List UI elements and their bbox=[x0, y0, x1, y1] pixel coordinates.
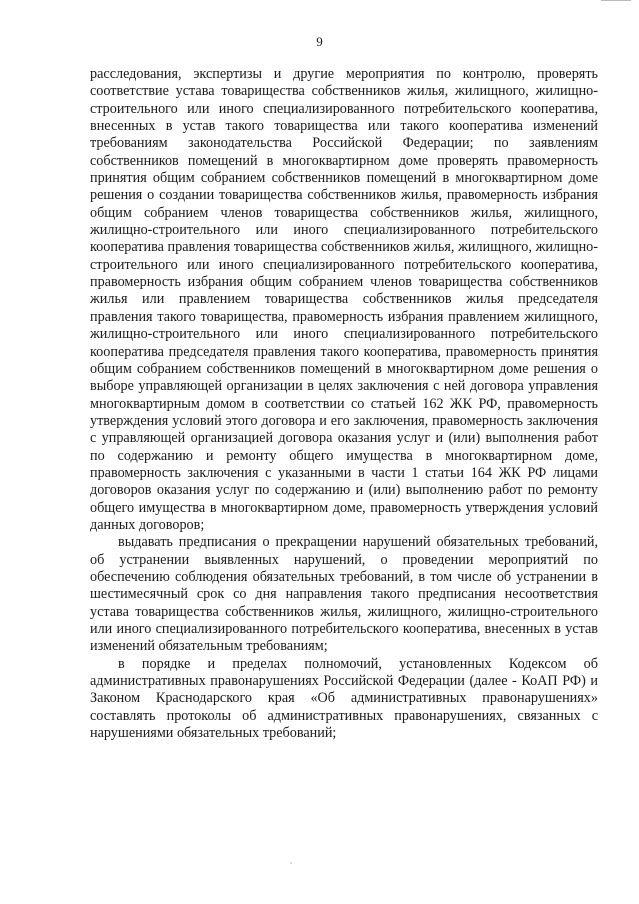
paragraph-investigation-powers: расследования, экспертизы и другие мероприятия по контролю, проверять соответствие устава товарищества собственников жилья, жилищного, жилищно-строительного или иного специализированного потребительского кооператива, внесенных в устав такого товарищества или такого кооператива изменений требованиям законодательства Российской Федерации; по заявлениям собственников помещений в многоквартирном доме проверять правомерность принятия общим собранием собственников помещений в многоквартирном доме решения о создании товарищества собственников жилья, правомерность избрания общим собранием членов товарищества собственников жилья, жилищного, жилищно-строительного или иного специализированного потребительского кооператива правления товарищества собственников жилья, жилищного, жилищно-строительного или иного специализированного потребительского кооператива, правомерность избрания общим собранием членов товарищества собственников жилья или правлением товарищества собственников жилья председателя правления такого товарищества, правомерность избрания правлением жилищного, жилищно-строительного или иного специализированного потребительского кооператива председателя правления такого кооператива, правомерность принятия общим собранием собственников помещений в многоквартирном доме решения о выборе управляющей организации в целях заключения с ней договора управления многоквартирным домом в соответствии со статьей 162 ЖК РФ, правомерность утверждения условий этого договора и его заключения, правомерность заключения с управляющей организацией договора оказания услуг и (или) выполнения работ по содержанию и ремонту общего имущества в многоквартирном доме, правомерность заключения с указанными в части 1 статьи 164 ЖК РФ лицами договоров оказания услуг по содержанию и (или) выполнению работ по ремонту общего имущества в многоквартирном доме, правомерность утверждения условий данных договоров; bbox=[90, 66, 598, 533]
page-number: 9 bbox=[316, 34, 323, 49]
scan-speck bbox=[290, 862, 292, 864]
scan-corner-mark bbox=[601, 0, 631, 5]
paragraph-issue-orders: выдавать предписания о прекращении нарушений обязательных требований, об устранении выявленных нарушений, о проведении мероприятий по обеспечению соблюдения обязательных требований, в том числе об устранении в шестимесячный срок со дня направления такого предписания несоответствия устава товарищества собственников жилья, жилищного, жилищно-строительного или иного специализированного потребительского кооператива, внесенных в устав изменений обязательным требованиям; bbox=[90, 534, 598, 655]
paragraph-administrative-protocols: в порядке и пределах полномочий, установленных Кодексом об административных правонарушениях Российской Федерации (далее - КоАП РФ) и Законом Краснодарского края «Об административных правонарушениях» составлять протоколы об административных правонарушениях, связанных с нарушениями обязательных требований; bbox=[90, 655, 598, 742]
document-body bbox=[90, 66, 598, 742]
